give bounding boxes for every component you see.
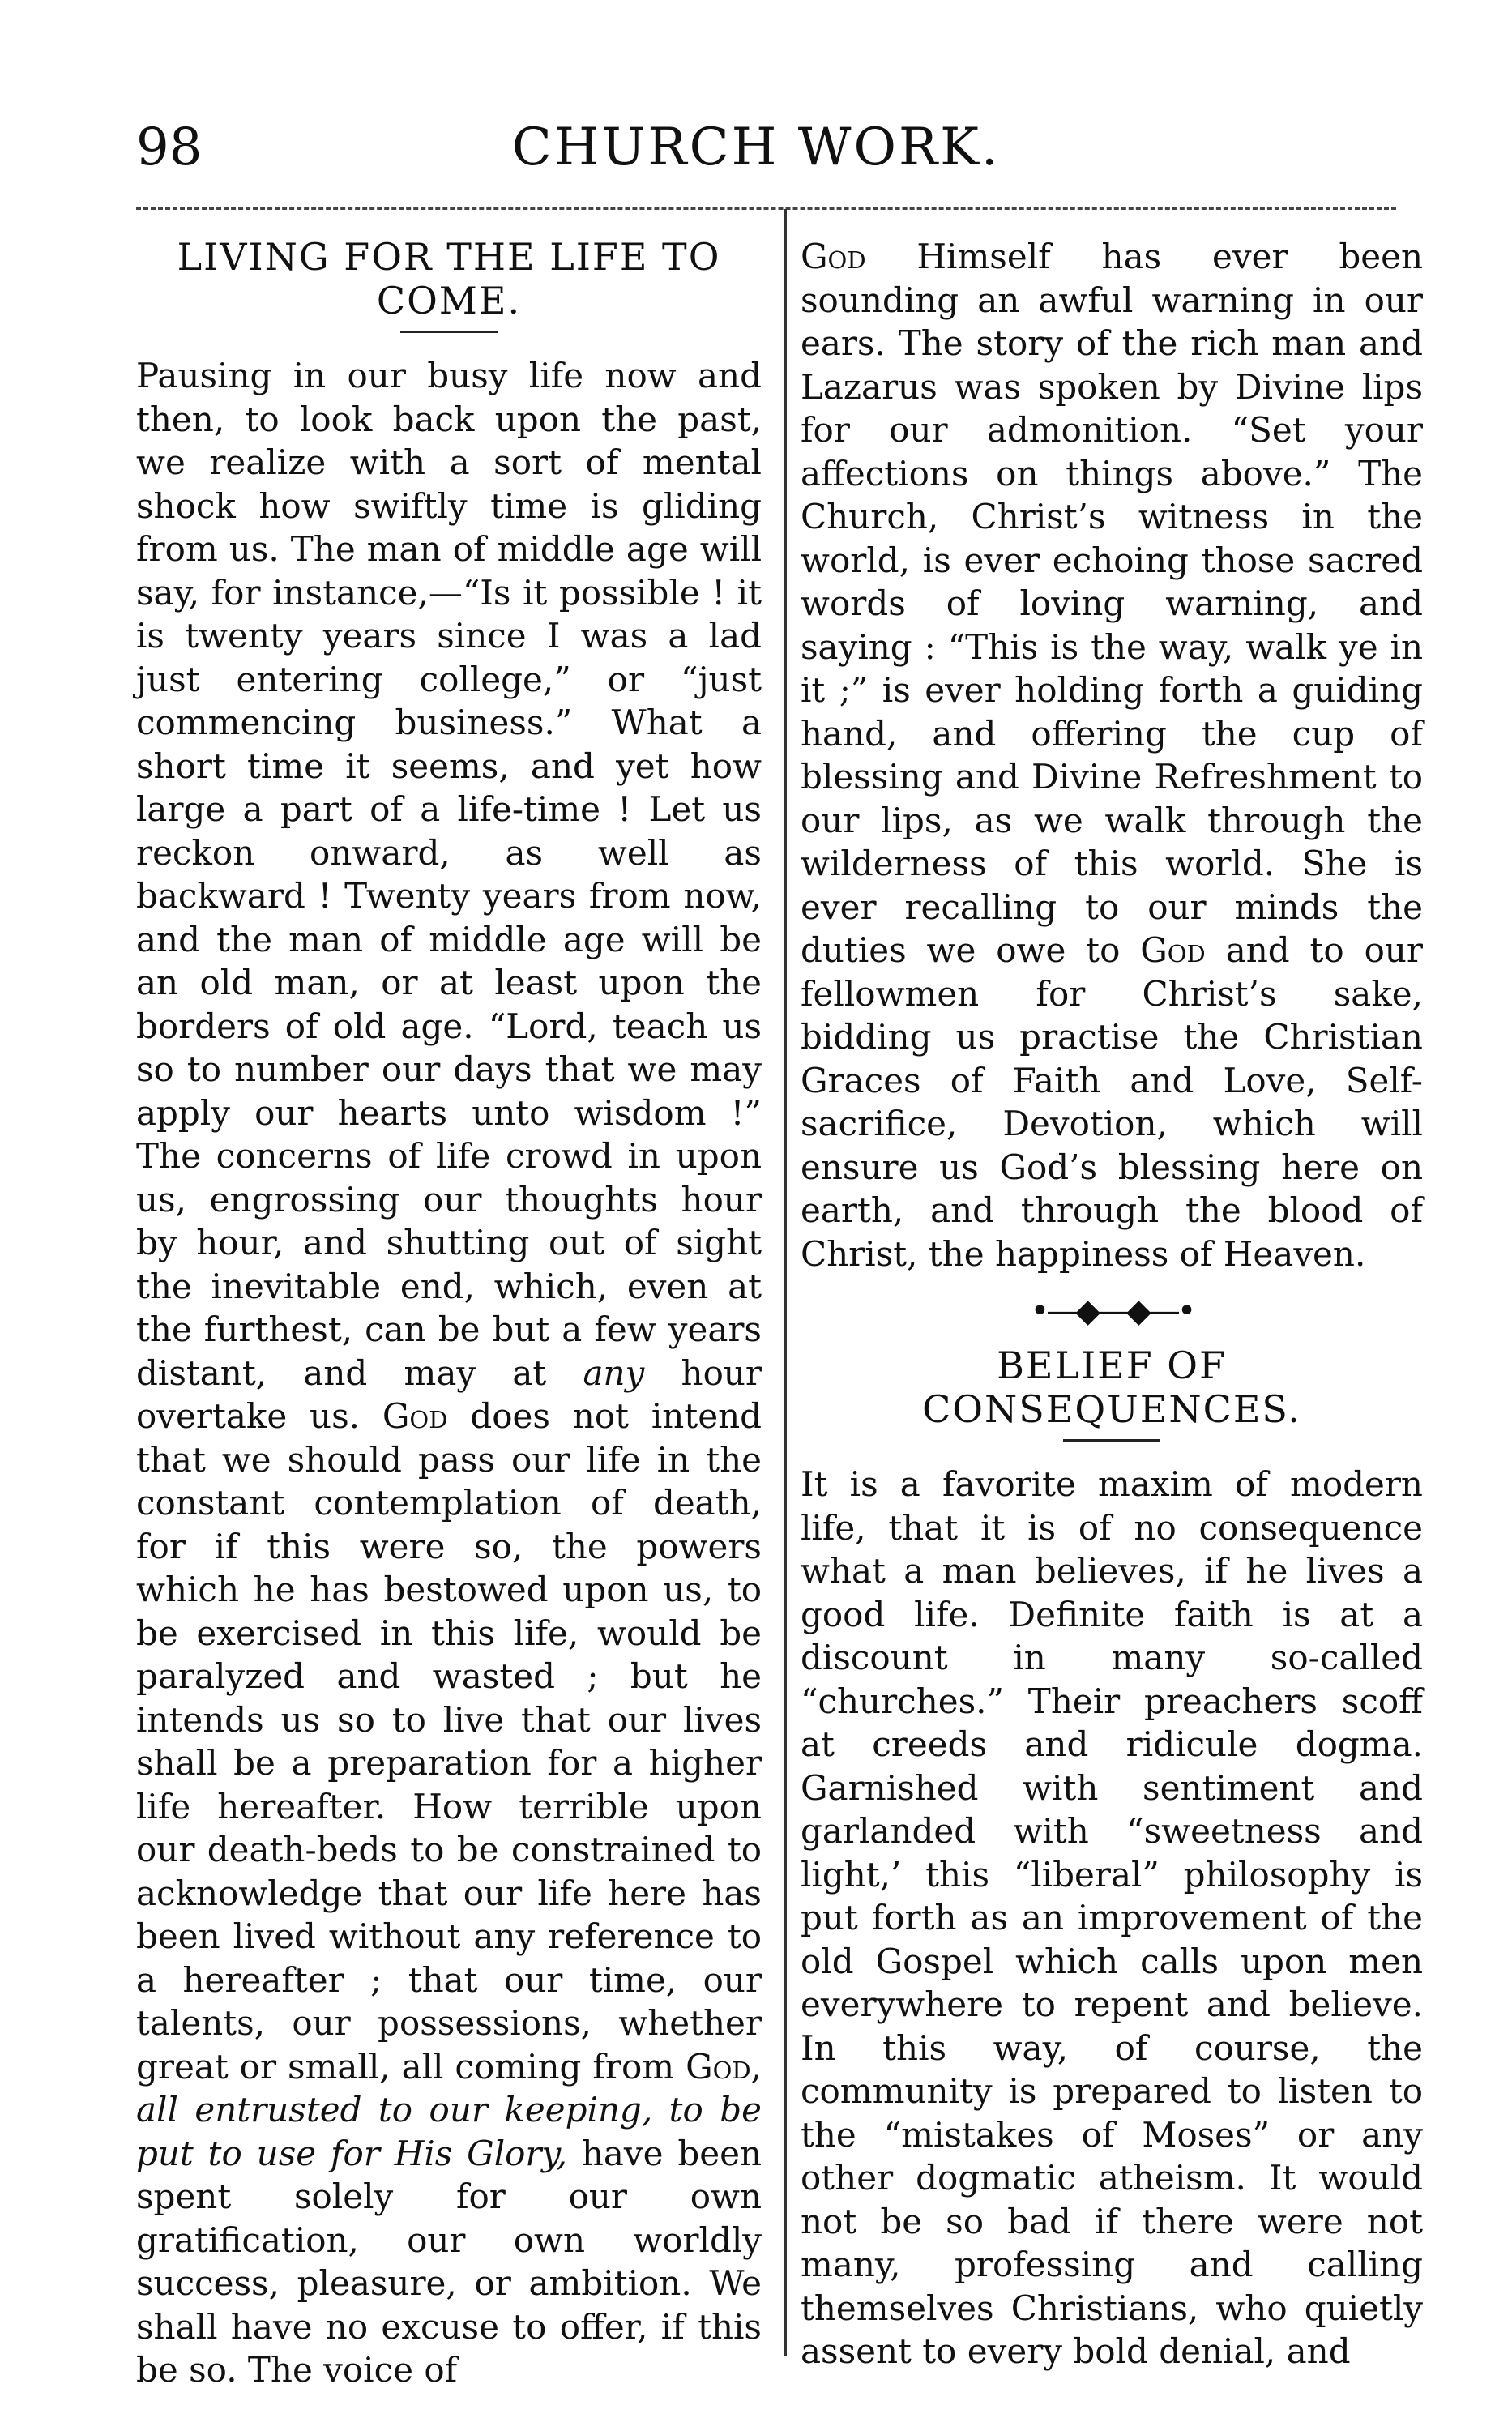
running-title: CHURCH WORK. (511, 117, 1001, 177)
right-column (801, 235, 1423, 2373)
emphasis-text: any (583, 1352, 645, 1393)
article-title-belief: BELIEF OF CONSEQUENCES. (922, 1344, 1301, 1431)
body-text: Pausing in our busy life now and then, to look back upon the past, we realize with a sort of mental shock how swiftly time is gliding from us. The man of middle age will say, for instance,—“Is it possible ! it is twenty years since I was a lad just entering college,” or “just commencing business.” What a short time it seems, and yet how large a part of a life-time ! Let us reckon onward, as well as backward ! Twenty years from now, and the man of middle age will be an old man, or at least upon the borders of old age. “Lord, teach us so to number our days that we may apply our hearts unto wisdom !” The concerns of life crowd in upon us, engrossing our thoughts hour by hour, and shutting out of sight the inevitable end, which, even at the furthest, can be but a few years distant, and may at (136, 356, 762, 1393)
page-number: 98 (136, 117, 203, 177)
title-rule (1063, 1439, 1160, 1442)
body-text: , (750, 2046, 762, 2087)
body-text: hour overtake us. (136, 1352, 762, 1436)
article-title-living: LIVING FOR THE LIFE TO COME. (177, 235, 721, 323)
column-divider (784, 209, 787, 2356)
body-text: have been spent solely for our own gratification, our own worldly success, pleasure, or ambition. We shall have no excuse to offer, if this be so. The voice of (136, 2133, 762, 2390)
article-body-living-continued (801, 235, 1423, 1275)
section-divider-ornament: •—◆—◆—• (1030, 1292, 1194, 1330)
article-body-belief: It is a favorite maxim of modern life, that it is of no consequence what a man believes, if he lives a good life. Definite faith is at a discount in many so-called “churches.” Their preachers scoff at creeds and ridicule dogma. Garnished with sentiment and garlanded with “sweetness and light,’ this “liberal” philosophy is put forth as an improvement of the old Gospel which calls upon men everywhere to repent and believe. In this way, of course, the community is prepared to listen to the “mistakes of Moses” or any other dogmatic atheism. It would not be so bad if there were not many, professing and calling themselves Christians, who quietly assent to every bold denial, and (801, 1464, 1423, 2371)
left-column (136, 235, 762, 2392)
header-rule (136, 207, 1396, 210)
divine-name: God (801, 237, 866, 276)
emphasis-text: all entrusted to our keeping, to be put to use for His Glory, (136, 2090, 762, 2173)
body-text: Himself has ever been sounding an awful warning in our ears. The story of the rich man and Lazarus was spoken by Divine lips for our admonition. “Set your affections on things above.” The Church, Christ’s witness in the world, is ever echoing those sacred words of loving warning, and saying : “This is the way, walk ye in it ;” is ever holding forth a guiding hand, and offering the cup of blessing and Divine Refreshment to our lips, as we walk through the wilderness of this world. She is ever recalling to our minds the duties we owe to (801, 237, 1423, 970)
divine-name: God (686, 2046, 751, 2087)
title-rule (400, 331, 498, 333)
body-text: does not intend that we should pass our life in the constant contemplation of death, for if this were so, the powers which he has bestowed upon us, to be exercised in this life, would be paralyzed and wasted ; but he intends us so to live that our lives shall be a preparation for a higher life hereafter. How terrible upon our death-beds to be constrained to acknowledge that our life here has been lived without any reference to a hereafter ; that our time, our talents, our possessions, whether great or small, all coming from (136, 1396, 762, 2087)
article-body-living (136, 354, 762, 2392)
body-text: and to our fellowmen for Christ’s sake, bidding us practise the Christian Graces of Faith and Love, Self-sacrifice, Devotion, which will ensure us God’s blessing here on earth, and through the blood of Christ, the happiness of Heaven. (801, 930, 1423, 1274)
divine-name: God (1140, 930, 1206, 970)
divine-name: God (382, 1396, 448, 1436)
